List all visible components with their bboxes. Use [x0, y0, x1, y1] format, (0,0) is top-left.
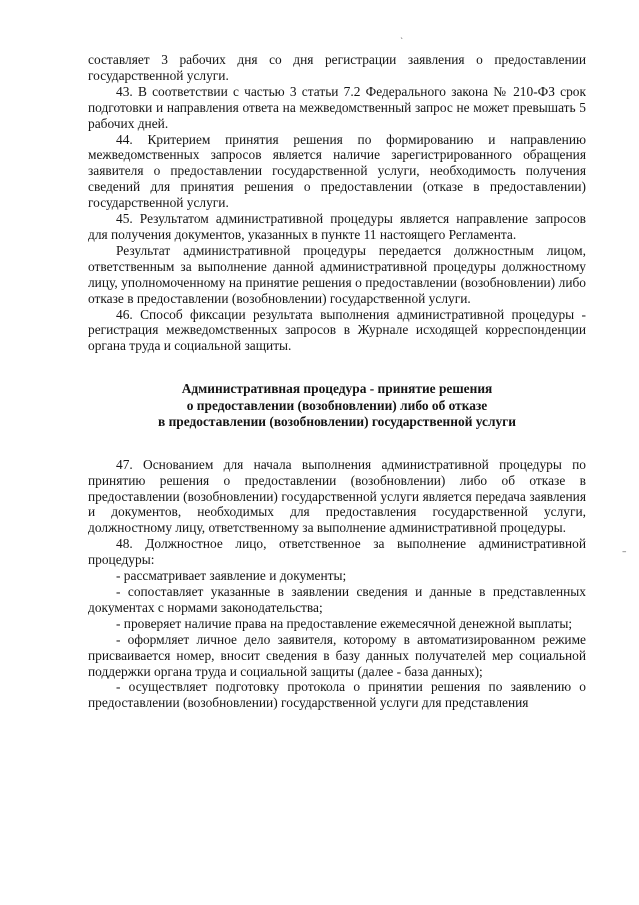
paragraph-continuation: составляет 3 рабочих дня со дня регистрации заявления о предоставлении государственной услуги. [88, 52, 586, 83]
paragraph-45: 45. Результатом административной процедуры является направление запросов для получения документов, указанных в пункте 11 настоящего Регламента. [88, 211, 586, 242]
scan-speck: ˎ [400, 30, 404, 39]
list-item-review: - рассматривает заявление и документы; [116, 568, 347, 584]
list-item-protocol: - осуществляет подготовку протокола о принятии решения по заявлению о предоставлении (возобновлении) государственной услуги для представления [88, 679, 586, 711]
paragraph-45-result: Результат административной процедуры передается должностным лицом, ответственным за выполнение данной административной процедуры должностному лицу, уполномоченному на принятие решения о предоставлении (возобновлении) либо отказе в предоставлении (возобновлении) государственной услуги. [88, 242, 586, 306]
margin-mark: – [622, 547, 627, 557]
section-heading [88, 381, 586, 431]
list-item-personal-file: - оформляет личное дело заявителя, которому в автоматизированном режиме присваивается номер, вносит сведения в базу данных получателей мер социальной поддержки органа труда и социальной защиты (далее - база данных); [88, 631, 586, 679]
section-heading-line-1: Административная процедура - принятие решения [181, 381, 493, 397]
paragraph-46: 46. Способ фиксации результата выполнения административной процедуры - регистрация межведомственных запросов в Журнале исходящей корреспонденции органа труда и социальной защиты. [88, 306, 586, 354]
paragraph-48: 48. Должностное лицо, ответственное за выполнение административной процедуры: [88, 536, 586, 568]
paragraph-47: 47. Основанием для начала выполнения административной процедуры по принятию решения о предоставлении (возобновлении) либо об отказе в предоставлении (возобновлении) государственной услуги является передача заявления и документов, необходимых для предоставления государственной услуги, должностному лицу, ответственному за выполнение административной процедуры. [88, 456, 586, 536]
list-item-check-right: - проверяет наличие права на предоставление ежемесячной денежной выплаты; [116, 615, 573, 631]
list-item-compare: - сопоставляет указанные в заявлении сведения и данные в представленных документах с нормами законодательства; [88, 583, 586, 615]
section-heading-line-2: о предоставлении (возобновлении) либо об отказе [186, 397, 488, 413]
document-page [88, 52, 586, 711]
paragraph-44: 44. Критерием принятия решения по формированию и направлению межведомственных запросов является наличие зарегистрированного обращения заявителя о предоставлении государственной услуги, необходимость получения сведений для принятия решения о предоставлении (отказе в предоставлении) государственной услуги. [88, 131, 586, 211]
paragraph-43: 43. В соответствии с частью 3 статьи 7.2 Федерального закона № 210-ФЗ срок подготовки и направления ответа на межведомственный запрос не может превышать 5 рабочих дней. [88, 83, 586, 131]
section-heading-line-3: в предоставлении (возобновлении) государственной услуги [158, 414, 516, 430]
